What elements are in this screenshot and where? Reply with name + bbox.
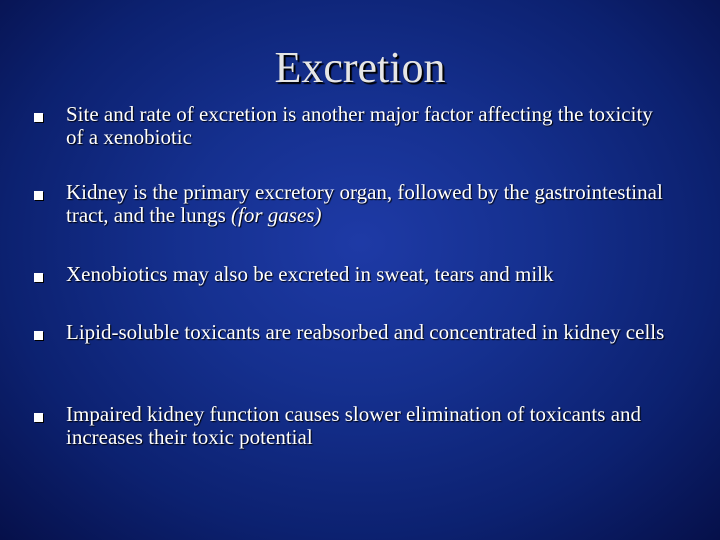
bullet-text-plain: Kidney is the primary excretory organ, followed by the gastrointestinal tract, and the lungs (66, 180, 663, 227)
bullet-text: Xenobiotics may also be excreted in sweat, tears and milk (66, 262, 554, 286)
square-bullet-icon (34, 331, 43, 340)
slide-title: Excretion (274, 43, 446, 92)
bullet-text: Impaired kidney function causes slower elimination of toxicants and increases their toxic potential (66, 402, 642, 449)
square-bullet-icon (34, 413, 43, 422)
bullet-text (66, 181, 666, 227)
bullet-text-italic: (for gases) (231, 203, 322, 227)
square-bullet-icon (34, 113, 43, 122)
square-bullet-icon (34, 273, 43, 282)
bullet-text: Lipid-soluble toxicants are reabsorbed and concentrated in kidney cells (66, 320, 665, 344)
square-bullet-icon (34, 191, 43, 200)
bullet-text: Site and rate of excretion is another major factor affecting the toxicity of a xenobiotic (66, 102, 653, 149)
